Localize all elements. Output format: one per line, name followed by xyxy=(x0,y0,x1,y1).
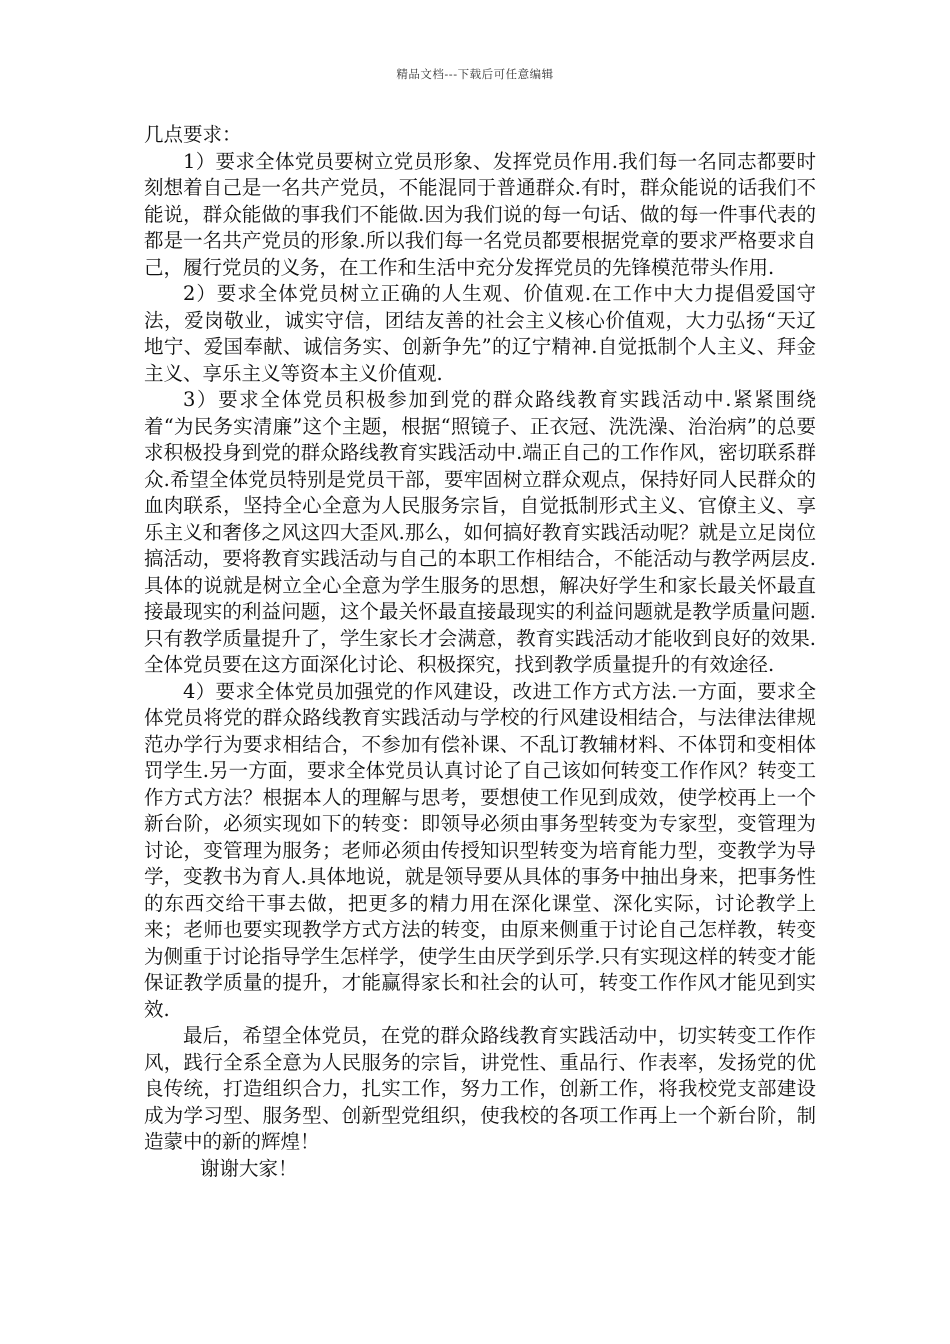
paragraph-requirement-4: 4）要求全体党员加强党的作风建设，改进工作方式方法.一方面，要求全体党员将党的群众路线教育实践活动与学校的行风建设相结合，与法律法律规范办学行为要求相结合，不参加有偿补课、不乱订教辅材料、不体罚和变相体罚学生.另一方面，要求全体党员认真讨论了自己该如何转变工作作风？转变工作方式方法？根据本人的理解与思考，要想使工作见到成效，使学校再上一个新台阶，必须实现如下的转变：即领导必须由事务型转变为专家型，变管理为讨论，变管理为服务；老师必须由传授知识型转变为培育能力型，变教学为导学，变教书为育人.具体地说，就是领导要从具体的事务中抽出身来，把事务性的东西交给干事去做，把更多的精力用在深化课堂、深化实际，讨论教学上来；老师也要实现教学方式方法的转变，由原来侧重于讨论自己怎样教，转变为侧重于讨论指导学生怎样学，使学生由厌学到乐学.只有实现这样的转变才能保证教学质量的提升，才能赢得家长和社会的认可，转变工作作风才能见到实效. xyxy=(144,679,816,1021)
document-body xyxy=(144,122,816,1182)
paragraph-requirement-1: 1）要求全体党员要树立党员形象、发挥党员作用.我们每一名同志都要时刻想着自己是一名共产党员，不能混同于普通群众.有时，群众能说的话我们不能说，群众能做的事我们不能做.因为我们说的每一句话、做的每一件事代表的都是一名共产党员的形象.所以我们每一名党员都要根据党章的要求严格要求自己，履行党员的义务，在工作和生活中充分发挥党员的先锋模范带头作用. xyxy=(144,149,816,279)
paragraph-requirement-2: 2）要求全体党员树立正确的人生观、价值观.在工作中大力提倡爱国守法，爱岗敬业，诚实守信，团结友善的社会主义核心价值观，大力弘扬“天辽地宁、爱国奉献、诚信务实、创新争先”的辽宁精神.自觉抵制个人主义、拜金主义、享乐主义等资本主义价值观. xyxy=(144,282,816,385)
paragraph-requirement-3: 3）要求全体党员积极参加到党的群众路线教育实践活动中.紧紧围绕着“为民务实清廉”这个主题，根据“照镜子、正衣冠、洗洗澡、治治病”的总要求积极投身到党的群众路线教育实践活动中.端正自己的工作作风，密切联系群众.希望全体党员特别是党员干部，要牢固树立群众观点，保持好同人民群众的血肉联系，坚持全心全意为人民服务宗旨，自觉抵制形式主义、官僚主义、享乐主义和奢侈之风这四大歪风.那么，如何搞好教育实践活动呢？就是立足岗位搞活动，要将教育实践活动与自己的本职工作相结合，不能活动与教学两层皮.具体的说就是树立全心全意为学生服务的思想，解决好学生和家长最关怀最直接最现实的利益问题，这个最关怀最直接最现实的利益问题就是教学质量问题.只有教学质量提升了，学生家长才会满意，教育实践活动才能收到良好的效果.全体党员要在这方面深化讨论、积极探究，找到教学质量提升的有效途径. xyxy=(144,388,816,676)
page-header: 精品文档---下载后可任意编辑 xyxy=(396,67,554,81)
paragraph-conclusion: 最后，希望全体党员，在党的群众路线教育实践活动中，切实转变工作作风，践行全系全意为人民服务的宗旨，讲党性、重品行、作表率，发扬党的优良传统，打造组织合力，扎实工作，努力工作，创新工作，将我校党支部建设成为学习型、服务型、创新型党组织，使我校的各项工作再上一个新台阶，制造蒙中的新的辉煌！ xyxy=(144,1024,816,1153)
section-heading: 几点要求： xyxy=(144,123,242,146)
closing-thanks: 谢谢大家！ xyxy=(200,1156,298,1180)
